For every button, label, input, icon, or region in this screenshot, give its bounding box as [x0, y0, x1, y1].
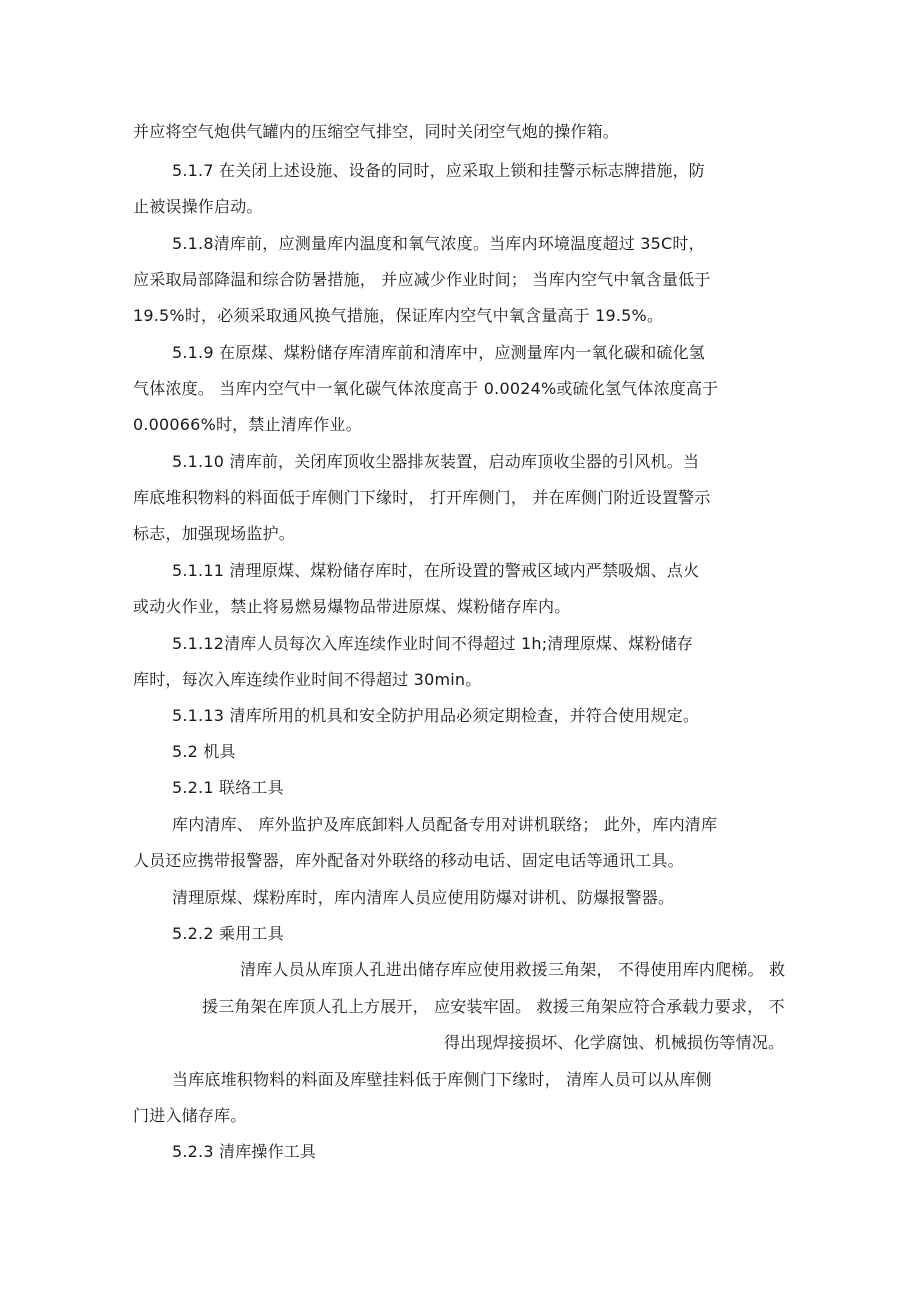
subsection-heading: 5.2.2 乘用工具 [172, 924, 284, 943]
subsection-heading: 5.2.3 清库操作工具 [172, 1142, 317, 1161]
text-line: 得出现焊接损坏、化学腐蚀、机械损伤等情况。 [444, 1033, 785, 1052]
text-line: 当库底堆积物料的料面及库壁挂料低于库侧门下缘时， 清库人员可以从库侧 [172, 1070, 712, 1089]
section-heading: 5.2 机具 [172, 742, 236, 761]
text-line: 门进入储存库。 [133, 1106, 247, 1125]
text-line: 或动火作业，禁止将易燃易爆物品带进原煤、煤粉储存库内。 [133, 597, 571, 616]
text-line: 清库人员从库顶人孔进出储存库应使用救援三角架， 不得使用库内爬梯。 救 [240, 960, 786, 979]
text-line: 5.1.11 清理原煤、煤粉储存库时，在所设置的警戒区域内严禁吸烟、点火 [172, 561, 700, 580]
text-line: 库时，每次入库连续作业时间不得超过 30min。 [133, 670, 482, 689]
text-line: 应采取局部降温和综合防暑措施， 并应减少作业时间； 当库内空气中氧含量低于 [133, 270, 711, 289]
text-line: 气体浓度。 当库内空气中一氧化碳气体浓度高于 0.0024%或硫化氢气体浓度高于 [133, 379, 719, 398]
text-line: 并应将空气炮供气罐内的压缩空气排空，同时关闭空气炮的操作箱。 [133, 122, 620, 141]
text-line: 5.1.13 清库所用的机具和安全防护用品必须定期检查，并符合使用规定。 [172, 706, 700, 725]
text-line: 标志，加强现场监护。 [133, 524, 296, 543]
text-line: 5.1.12清库人员每次入库连续作业时间不得超过 1h;清理原煤、煤粉储存 [172, 634, 694, 653]
text-line: 5.1.8清库前，应测量库内温度和氧气浓度。当库内环境温度超过 35C时， [172, 234, 705, 253]
text-line: 5.1.9 在原煤、煤粉储存库清库前和清库中，应测量库内一氧化碳和硫化氢 [172, 343, 705, 362]
text-line: 19.5%时，必须采取通风换气措施，保证库内空气中氧含量高于 19.5%。 [133, 306, 664, 325]
text-line: 人员还应携带报警器，库外配备对外联络的移动电话、固定电话等通讯工具。 [133, 851, 684, 870]
text-line: 0.00066%时，禁止清库作业。 [133, 415, 362, 434]
text-line: 库底堆积物料的料面低于库侧门下缘时， 打开库侧门， 并在库侧门附近设置警示 [133, 488, 711, 507]
text-line: 库内清库、 库外监护及库底卸料人员配备专用对讲机联络； 此外，库内清库 [172, 815, 718, 834]
text-line: 止被误操作启动。 [133, 197, 263, 216]
text-line: 清理原煤、煤粉库时，库内清库人员应使用防爆对讲机、防爆报警器。 [172, 888, 675, 907]
text-line: 5.1.10 清库前，关闭库顶收尘器排灰装置，启动库顶收尘器的引风机。当 [172, 452, 700, 471]
text-line: 援三角架在库顶人孔上方展开， 应安装牢固。 救援三角架应符合承载力要求， 不 [202, 997, 785, 1016]
subsection-heading: 5.2.1 联络工具 [172, 778, 284, 797]
text-line: 5.1.7 在关闭上述设施、设备的同时，应采取上锁和挂警示标志牌措施，防 [172, 161, 705, 180]
